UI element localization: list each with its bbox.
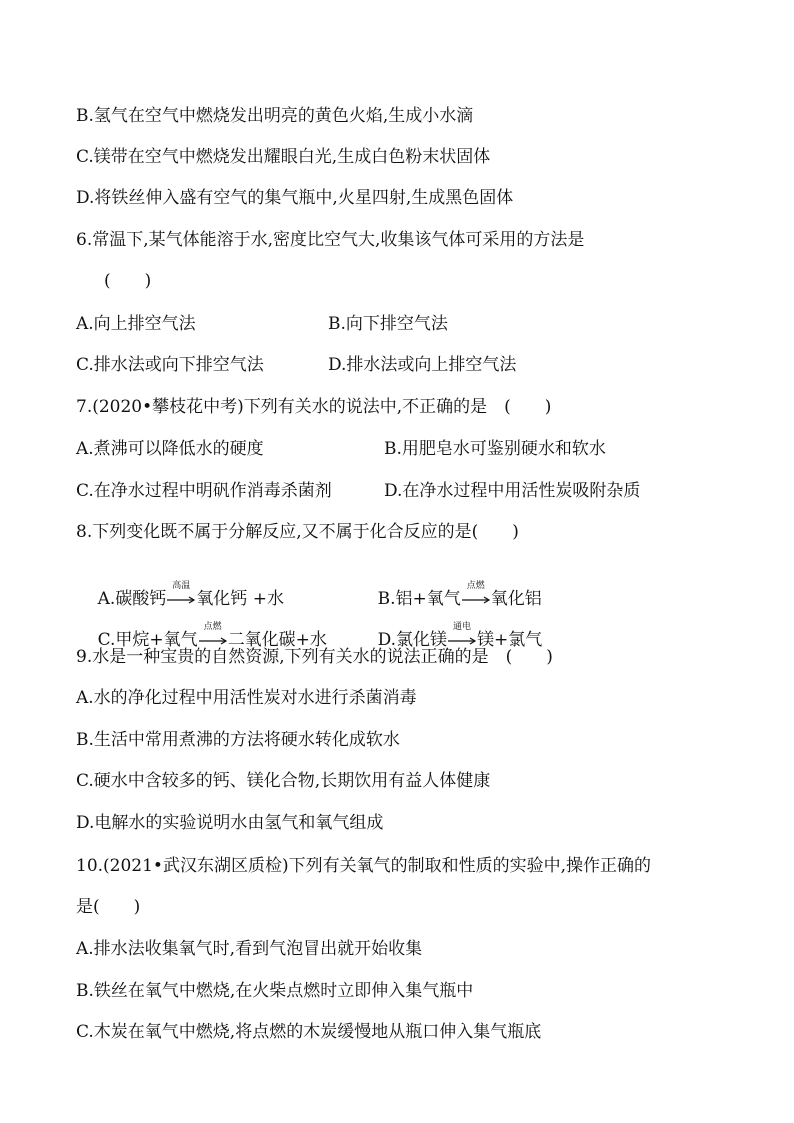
product: 二氧化碳+水	[227, 630, 327, 650]
reactant: A.碳酸钙	[97, 589, 167, 609]
reactant: B.铝+氧气	[377, 589, 461, 609]
reactant: D.氯化镁	[377, 630, 448, 650]
q10-option-c: C.木炭在氧气中燃烧,将点燃的木炭缓慢地从瓶口伸入集气瓶底	[76, 1022, 542, 1042]
q9-option-d: D.电解水的实验说明水由氢气和氧气组成	[76, 813, 384, 833]
reactant: C.甲烷+氧气	[97, 630, 198, 650]
arrow-icon	[198, 636, 228, 646]
q7-option-a: A.煮沸可以降低水的硬度	[76, 439, 264, 459]
q6-option-a: A.向上排空气法	[76, 314, 196, 334]
q5-option-c: C.镁带在空气中燃烧发出耀眼白光,生成白色粉末状固体	[76, 147, 491, 167]
q7-option-c: C.在净水过程中明矾作消毒杀菌剂	[76, 481, 332, 501]
reaction-condition: 高温	[172, 581, 191, 591]
q6-option-d: D.排水法或向上排空气法	[328, 355, 517, 375]
arrow-icon	[461, 595, 491, 605]
q5-option-d: D.将铁丝伸入盛有空气的集气瓶中,火星四射,生成黑色固体	[76, 188, 514, 208]
arrow-icon	[447, 636, 477, 646]
q10-stem: 10.(2021•武汉东湖区质检)下列有关氧气的制取和性质的实验中,操作正确的	[76, 856, 651, 876]
q8-stem: 8.下列变化既不属于分解反应,又不属于化合反应的是( )	[76, 522, 519, 542]
q7-option-b: B.用肥皂水可鉴别硬水和软水	[384, 439, 606, 459]
q9-option-b: B.生活中常用煮沸的方法将硬水转化成软水	[76, 730, 400, 750]
q10-option-b: B.铁丝在氧气中燃烧,在火柴点燃时立即伸入集气瓶中	[76, 981, 474, 1001]
product: 氧化钙 +水	[196, 589, 284, 609]
arrow-icon	[166, 595, 196, 605]
q10-stem-continued: 是( )	[76, 897, 141, 917]
product: 镁+氯气	[477, 630, 543, 650]
reaction-condition: 通电	[453, 622, 472, 632]
reaction-condition: 点燃	[203, 622, 222, 632]
q7-option-d: D.在净水过程中用活性炭吸附杂质	[384, 481, 641, 501]
reaction-condition: 点燃	[466, 581, 485, 591]
q6-answer-blank: ( )	[104, 271, 152, 291]
q6-option-c: C.排水法或向下排空气法	[76, 355, 264, 375]
q9-stem: 9.水是一种宝贵的自然资源,下列有关水的说法正确的是 ( )	[76, 647, 553, 667]
q9-option-a: A.水的净化过程中用活性炭对水进行杀菌消毒	[76, 688, 417, 708]
q7-stem: 7.(2020•攀枝花中考)下列有关水的说法中,不正确的是 ( )	[76, 397, 552, 417]
product: 氧化铝	[490, 589, 542, 609]
q6-option-b: B.向下排空气法	[328, 314, 448, 334]
q5-option-b: B.氢气在空气中燃烧发出明亮的黄色火焰,生成小水滴	[76, 106, 474, 126]
q10-option-a: A.排水法收集氧气时,看到气泡冒出就开始收集	[76, 939, 423, 959]
q9-option-c: C.硬水中含较多的钙、镁化合物,长期饮用有益人体健康	[76, 771, 491, 791]
q6-stem: 6.常温下,某气体能溶于水,密度比空气大,收集该气体可采用的方法是	[76, 230, 585, 250]
